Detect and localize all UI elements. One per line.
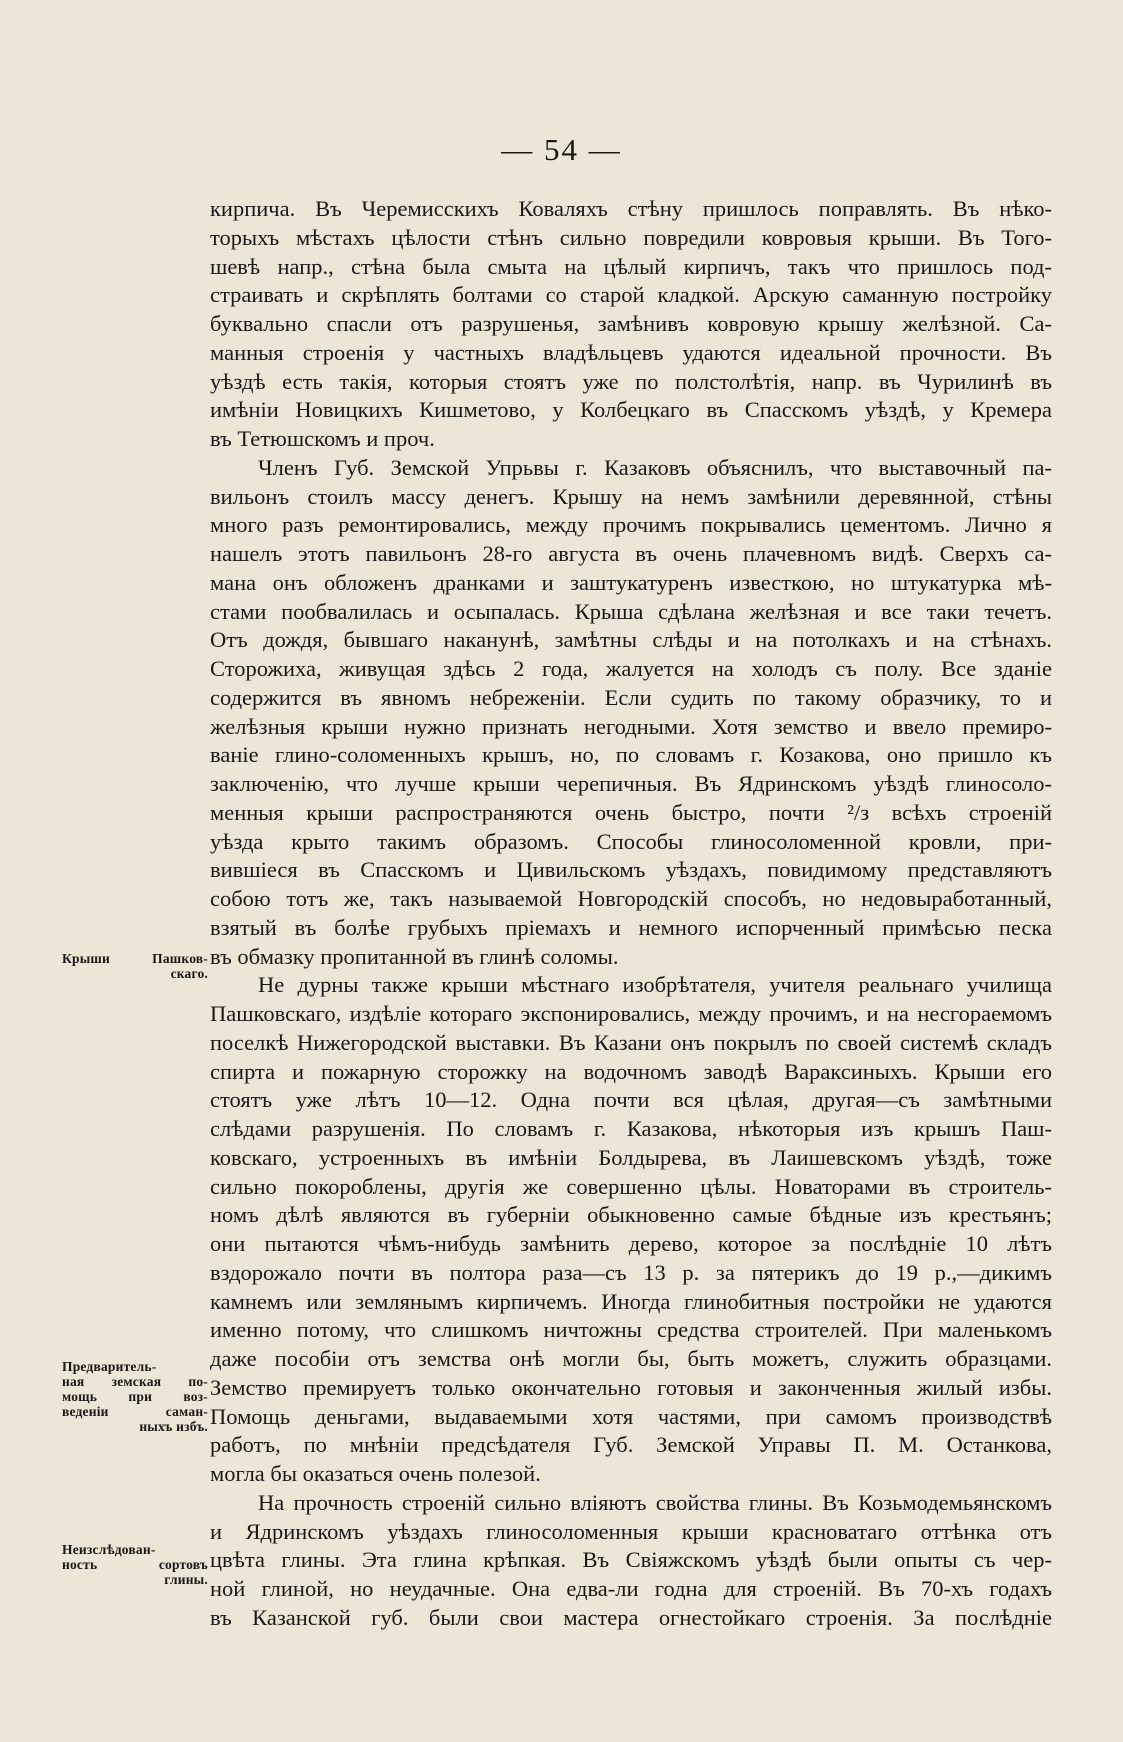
text-line: вильонъ стоилъ массу денегъ. Крышу на немъ замѣнили деревянной, стѣны [210, 483, 1052, 509]
text-line: много разъ ремонтировались, между прочимъ покрывались цементомъ. Лично я [210, 512, 1052, 538]
margin-note-line: Предваритель- [62, 1359, 157, 1374]
text-line: На прочность строеній сильно вліяютъ свойства глины. Въ Козьмодемьянскомъ [258, 1489, 1052, 1515]
text-line: заключенію, что лучше крыши черепичныя. Въ Ядринскомъ уѣздѣ глиносоло- [210, 771, 1052, 796]
text-line: ваніе глино-соломенныхъ крышъ, но, по словамъ г. Козакова, оно пришло къ [210, 742, 1052, 768]
text-line: камнемъ или землянымъ кирпичемъ. Иногда глинобитныя постройки не удаются [210, 1288, 1052, 1314]
text-line: Членъ Губ. Земской Упрьвы г. Казаковъ объяснилъ, что выставочный па- [258, 454, 1052, 480]
text-line: уѣзда крыто такимъ образомъ. Способы глиносоломенной кровли, при- [210, 828, 1052, 854]
text-line: работъ, по мнѣніи предсѣдателя Губ. Земской Управы П. М. Останкова, [210, 1432, 1052, 1458]
text-line: именно потому, что слишкомъ ничтожны средства строителей. При маленькомъ [210, 1317, 1052, 1343]
text-line: нашелъ этотъ павильонъ 28-го августа въ очень плачевномъ видѣ. Сверхъ са- [210, 541, 1052, 566]
text-line: Не дурны также крыши мѣстнаго изобрѣтателя, учителя реальнаго училища [258, 972, 1052, 998]
text-line: стоятъ уже лѣтъ 10—12. Одна почти вся цѣлая, другая—съ замѣтными [210, 1087, 1052, 1113]
text-line: кирпича. Въ Черемисскихъ Коваляхъ стѣну пришлось поправлять. Въ нѣко- [210, 196, 1052, 221]
text-line: взятый въ болѣе грубыхъ пріемахъ и немного испорченный примѣсью песка [210, 914, 1052, 940]
margin-note-line: веденіи саман- [62, 1404, 208, 1419]
text-line: манныя строенія у частныхъ владѣльцевъ удаются идеальной прочности. Въ [210, 339, 1052, 365]
text-line: содержится въ явномъ небреженіи. Если судить по такому образчику, то и [210, 684, 1052, 710]
text-line: номъ дѣлѣ являются въ губерніи обыкновенно самые бѣдные изъ крестьянъ; [210, 1202, 1052, 1228]
text-line: Отъ дождя, бывшаго наканунѣ, замѣтны слѣды и на потолкахъ и на стѣнахъ. [210, 627, 1052, 653]
text-line: уѣздѣ есть такія, которыя стоятъ уже по полстолѣтія, напр. въ Чурилинѣ въ [210, 368, 1052, 394]
text-line: шевѣ напр., стѣна была смыта на цѣлый кирпичъ, такъ что пришлось под- [210, 253, 1052, 279]
margin-note-line: мощь при воз- [62, 1389, 208, 1404]
margin-note-line: глины. [164, 1572, 208, 1587]
text-line: даже пособіи отъ земства онѣ могли бы, быть можетъ, служить образцами. [210, 1346, 1052, 1371]
margin-note-pashkovsky-roofs [62, 951, 208, 981]
text-line: Помощь деньгами, выдаваемыми хотя частями, при самомъ производствѣ [210, 1403, 1052, 1429]
margin-note-line: Неизслѣдован- [62, 1542, 156, 1557]
main-text [210, 195, 1052, 1633]
text-line: могла бы оказаться очень полезой. [210, 1461, 541, 1486]
text-line: страивать и скрѣплять болтами со старой кладкой. Арскую саманную постройку [210, 282, 1052, 308]
margin-note-line: ныхъ избъ. [139, 1419, 208, 1434]
text-line: буквально спасли отъ разрушенья, замѣнивъ ковровую крышу желѣзной. Са- [210, 311, 1052, 336]
text-line: стами пообвалилась и осыпалась. Крыша сдѣлана желѣзная и все таки течетъ. [210, 598, 1052, 624]
margin-note-line: ная земская по- [62, 1374, 208, 1389]
text-line: поселкѣ Нижегородской выставки. Въ Казани онъ покрылъ по своей системѣ складъ [210, 1029, 1052, 1055]
text-line: ковскаго, устроенныхъ въ имѣніи Болдырева, въ Лаишевскомъ уѣздѣ, тоже [210, 1144, 1052, 1170]
text-line: вздорожало почти въ полтора раза—съ 13 р. за пятерикъ до 19 р.,—дикимъ [210, 1259, 1052, 1285]
text-line: ной глиной, но неудачные. Она едва-ли годна для строеній. Въ 70-хъ годахъ [210, 1576, 1052, 1601]
text-line: цвѣта глины. Эта глина крѣпкая. Въ Свіяжскомъ уѣздѣ были опыты съ чер- [210, 1547, 1052, 1573]
text-line: слѣдами разрушенія. По словамъ г. Казакова, нѣкоторыя изъ крышъ Паш- [210, 1116, 1052, 1141]
margin-note-preliminary-aid [62, 1359, 208, 1434]
text-line: сильно покороблены, другія же совершенно цѣлы. Новаторами въ строитель- [210, 1173, 1052, 1199]
text-line: менныя крыши распространяются очень быстро, почти ²/з всѣхъ строеній [210, 799, 1052, 825]
text-line: они пытаются чѣмъ-нибудь замѣнить дерево, которое за послѣдніе 10 лѣтъ [210, 1231, 1052, 1256]
text-line: желѣзныя крыши нужно признать негодными. Хотя земство и ввело премиро- [210, 713, 1052, 739]
margin-note-clay-sorts [62, 1542, 208, 1587]
page-number: — 54 — [501, 132, 622, 167]
text-line: имѣніи Новицкихъ Кишметово, у Колбецкаго въ Спасскомъ уѣздѣ, у Кремера [210, 397, 1052, 423]
margin-note-line: ность сортовъ [62, 1557, 208, 1572]
text-line: собою тотъ же, такъ называемой Новгородскій способъ, но недовыработанный, [210, 886, 1052, 911]
text-line: въ Казанской губ. были свои мастера огнестойкаго строенія. За послѣдніе [210, 1604, 1052, 1630]
margin-note-line: скаго. [170, 966, 208, 981]
text-line: мана онъ обложенъ дранками и заштукатуренъ известкою, но штукатурка мѣ- [210, 569, 1052, 595]
text-line: Сторожиха, живущая здѣсь 2 года, жалуется на холодъ съ полу. Все зданіе [210, 656, 1052, 681]
text-line: Земство премируетъ только окончательно готовыя и законченныя жилый избы. [210, 1374, 1052, 1400]
text-line: въ Тетюшскомъ и проч. [210, 426, 435, 451]
text-line: и Ядринскомъ уѣздахъ глиносоломенныя крыши красноватаго оттѣнка отъ [210, 1518, 1052, 1544]
text-line: Пашковскаго, издѣліе котораго экспонировались, между прочимъ, и на несгораемомъ [210, 1001, 1052, 1026]
text-line: торыхъ мѣстахъ цѣлости стѣнъ сильно повредили ковровыя крыши. Въ Того- [210, 224, 1052, 250]
text-line: вившіеся въ Спасскомъ и Цивильскомъ уѣздахъ, повидимому представляютъ [210, 857, 1052, 883]
margin-note-line: Крыши Пашков- [62, 951, 208, 966]
text-line: въ обмазку пропитанной въ глинѣ соломы. [210, 943, 619, 969]
text-line: спирта и пожарную сторожку на водочномъ заводѣ Вараксиныхъ. Крыши его [210, 1058, 1052, 1084]
